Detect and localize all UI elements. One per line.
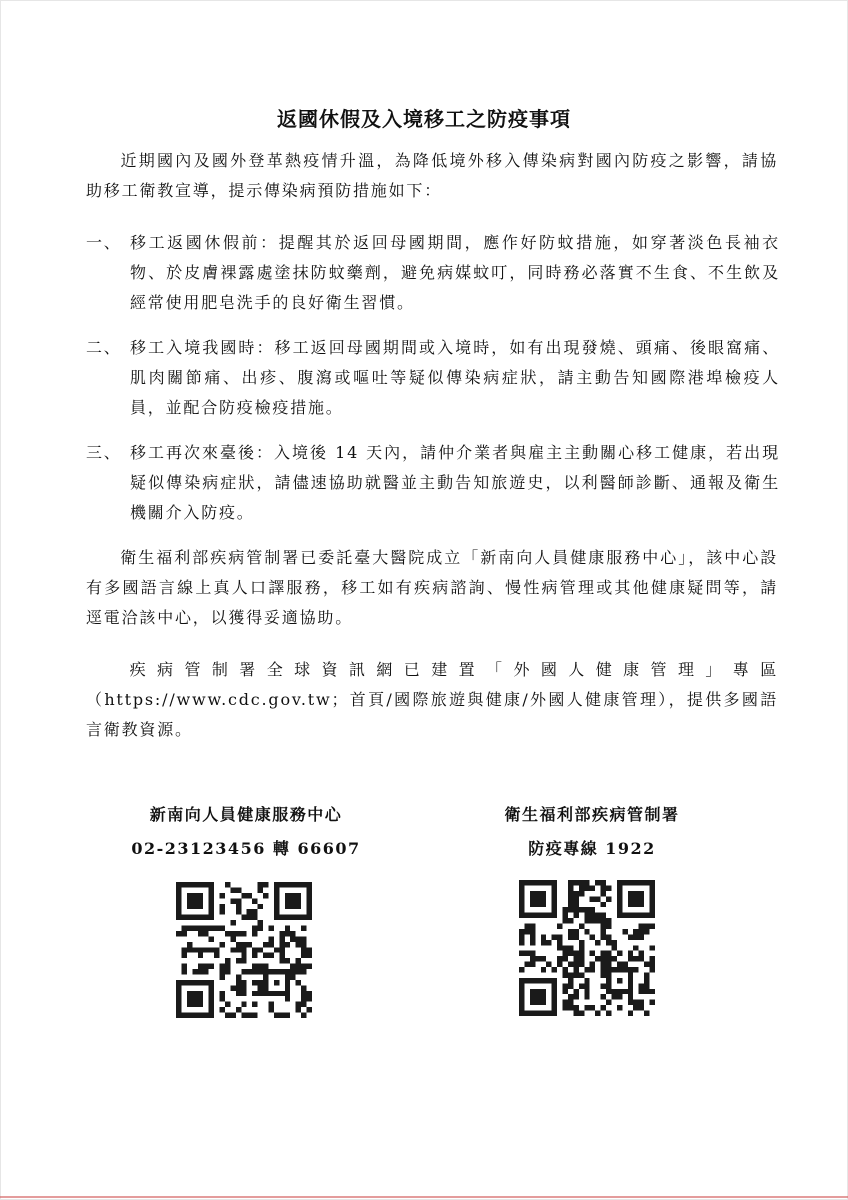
item-text: 提醒其於返回母國期間，應作好防蚊措施，如穿著淡色長袖衣物、於皮膚裸露處塗抹防蚊藥劑，避免病媒蚊叮，同時務必落實不生食、不生飲及經常使用肥皂洗手的良好衛生習慣。 [130,233,780,312]
qr-code-icon[interactable] [176,882,312,1018]
item-number: 二、 [86,338,122,357]
contact-phone: 防疫專線 1922 [528,839,656,858]
intro-text: 近期國內及國外登革熱疫情升溫，為降低境外移入傳染病對國內防疫之影響，請協助移工衛教宣導，提示傳染病預防措施如下： [86,151,778,200]
contact-service-center [96,798,396,866]
website-text: 疾病管制署全球資訊網已建置「外國人健康管理」專區（https://www.cdc.gov.tw；首頁/國際旅遊與健康/外國人健康管理），提供多國語言衛教資源。 [86,660,778,739]
contact-cdc [442,798,742,866]
intro-paragraph [86,146,778,206]
service-center-paragraph [86,543,778,633]
qr-code-icon [519,880,655,1016]
item-label: 移工入境我國時： [130,338,275,357]
measure-item-1 [86,228,780,320]
contact-name: 新南向人員健康服務中心 [149,805,343,824]
item-number: 三、 [86,443,122,462]
item-label: 移工再次來臺後： [130,443,275,462]
contact-name: 衛生福利部疾病管制署 [504,805,680,824]
scan-edge-line [0,1196,848,1198]
item-text: 移工返回母國期間或入境時，如有出現發燒、頭痛、後眼窩痛、肌肉關節痛、出疹、腹瀉或嘔吐等疑似傳染病症狀，請主動告知國際港埠檢疫人員，並配合防疫檢疫措施。 [130,338,781,417]
measure-item-3 [86,438,780,530]
item-label: 移工返國休假前： [130,233,279,252]
item-number: 一、 [86,233,122,252]
website-paragraph [86,655,778,745]
item-text: 入境後 14 天內，請仲介業者與雇主主動關心移工健康，若出現疑似傳染病症狀，請儘速協助就醫並主動告知旅遊史，以利醫師診斷、通報及衛生機關介入防疫。 [130,443,780,522]
service-center-text: 衛生福利部疾病管制署已委託臺大醫院成立「新南向人員健康服務中心」，該中心設有多國語言線上真人口譯服務，移工如有疾病諮詢、慢性病管理或其他健康疑問等，請逕電洽該中心，以獲得妥適協助。 [86,548,778,627]
qr-code-icon[interactable] [519,880,655,1016]
qr-code-icon [176,882,312,1018]
document-title: 返國休假及入境移工之防疫事項 [277,107,571,131]
contact-phone: 02-23123456 轉 66607 [131,839,361,858]
measure-item-2 [86,333,780,425]
